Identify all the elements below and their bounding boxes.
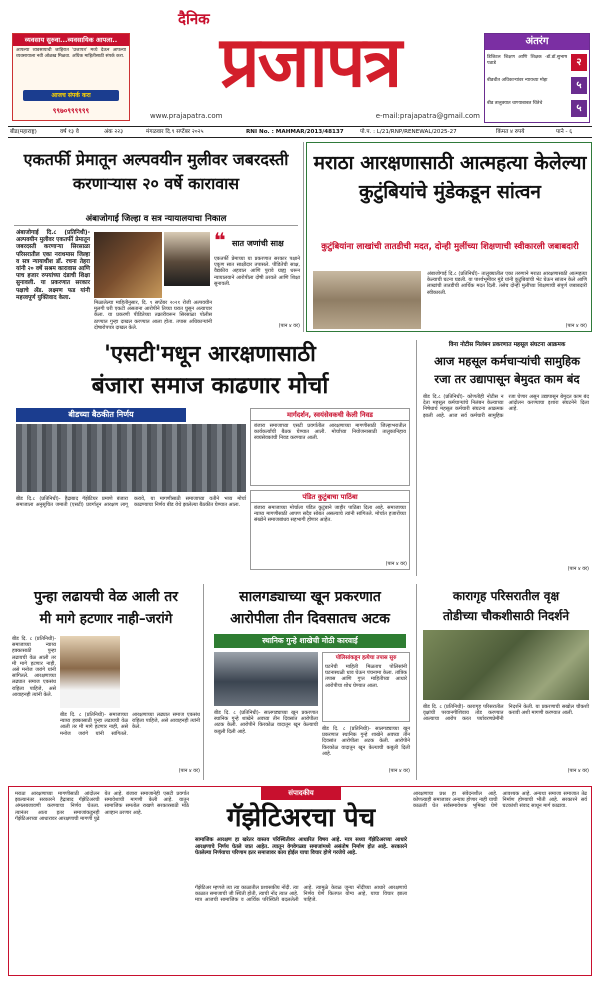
index-title: अंतरंग xyxy=(485,34,589,50)
index-item-text: बीड तालुक्यात चाण्याबाबत चिंतेचे xyxy=(487,101,543,106)
index-item-text: डिजिटल शिक्षण आणि शिक्षक -डॉ.डॉ.सुभाष पठाडे xyxy=(487,55,567,67)
story-headline: एकतर्फी प्रेमातून अल्पवयीन मुलीवर जबरदस्ती करणाऱ्यास २० वर्षे कारावास xyxy=(23,150,289,193)
dateline-bar xyxy=(8,126,592,138)
index-item[interactable] xyxy=(487,53,587,73)
box-title: पोलिसांकडून हत्येचा तपास सुरु xyxy=(335,655,397,661)
story-body: बीड दि.८ (प्रतिनिधी)- कोणतीही नोटीस न देता महसूल कर्मचाऱ्यांचे निलंबन केल्याच्या निषेधार्थ महसूल कर्मचारी संघटना आक्रमक झाली आहे. आज सर्व कर्मचारी सामुहिक रजा घेणार असून उद्यापासून बेमुदत काम बंद आंदोलन करण्याचा इशारा संघटनेने दिला आहे. xyxy=(423,394,589,419)
story-body: बीड दि. ८ (प्रतिनिधी)- समाजाच्या न्याय्य हक्कासाठी पुन्हा लढायची वेळ आली तर मी मागे हटणार नाही, असे मनोज जरांगे यांनी सांगितले. आरक्षणाच्या लढ्यात समाज एकसंध राहिला पाहिजे, असे आवाहनही त्यांनी केले. xyxy=(12,636,56,698)
editorial-column: गॅझेटिअर म्हणजे त्या त्या काळातील प्रशासकीय नोंदी. त्या काळात समाजाची जी स्थिती होती, त्याची नोंद त्यात आहे. मात्र आजची सामाजिक व आर्थिक परिस्थिती बदललेली आहे. त्यामुळे केवळ जुन्या नोंदींच्या आधारे आरक्षणाचे निर्णय घेणे कितपत योग्य आहे, याचा विचार झाला पाहिजे. xyxy=(195,885,407,904)
jarange-portrait xyxy=(60,636,120,708)
story-headline: 'एसटी'मधून आरक्षणासाठी xyxy=(104,342,316,367)
story-subhead: स्थानिक गुन्हे शाखेची मोठी कारवाई xyxy=(214,634,406,648)
continued-label: (पान ४ वर) xyxy=(178,768,200,774)
editorial-column: मराठा आरक्षणाच्या मागणीसाठी आंदोलन झाल्यानंतर सरकारने हैद्राबाद गॅझेटिअरची अंमलबजावणी करण्याचा निर्णय घेतला. त्यानंतर आता इतर समाजांकडूनही गॅझेटिअरच्या आधारावर आरक्षणाची मागणी पुढे येत आहे. बंजारा समाजानेही एसटी प्रवर्गात समावेशाची मागणी केली आहे. यातून सामाजिक समतोल राखणे सरकारसाठी मोठे आव्हान ठरणार आहे. xyxy=(15,791,189,822)
story-jarange xyxy=(8,584,204,780)
protest-photo xyxy=(423,630,589,700)
story-body: बीड दि. ८ (प्रतिनिधी)- कारागृह परिसरातील वृक्षांची परवानगीशिवाय तोड करण्यात आल्याचा आरोप करत पर्यावरणप्रेमींनी निदर्शने केली. या प्रकरणाची सखोल चौकशी करावी अशी मागणी करण्यात आली. xyxy=(423,704,589,723)
year: वर्ष १३ वे xyxy=(60,129,79,135)
story-headline: मराठा आरक्षणासाठी आत्महत्या केलेल्या कुटुंबियांचे मुंडेकडून सांत्वन xyxy=(313,152,587,203)
box-title: पंडित कुटुंबाचा पाठिंबा xyxy=(251,491,409,503)
index-item-page: ५ xyxy=(571,100,587,117)
quote-box xyxy=(214,228,300,254)
story-headline: पुन्हा लढायची वेळ आली तर xyxy=(34,589,178,605)
story-headline: सालगड्याच्या खून प्रकरणात xyxy=(239,589,381,605)
condolence-photo xyxy=(313,271,421,329)
story-headline: कारागृह परिसरातील वृक्ष xyxy=(452,589,560,603)
quote-mark-icon: ❝ xyxy=(214,228,226,252)
sidebar-box-investigation xyxy=(322,652,410,722)
masthead-pretitle: दैनिक xyxy=(178,10,210,28)
story-headline: मी मागे हटणार नाही–जरांगे xyxy=(39,611,173,627)
date: मंगळवार दि.९ सप्टेंबर २०२५ xyxy=(146,129,204,135)
continued-label: (पान ४ वर) xyxy=(278,323,300,329)
story-body: बीड दि.८ (प्रतिनिधी)- हैद्राबाद गॅझेटियर प्रमाणे बंजारा समाजाला अनुसूचित जमाती (एसटी) प्रवर्गातून आरक्षण लागू करावे, या मागणीसाठी समाजाच्या वतीने भव्य मोर्चा काढण्याचा निर्णय बीड येथे झालेल्या बैठकीत घेण्यात आला. xyxy=(16,496,246,509)
story-body: अंबाजोगाई दि.८ (प्रतिनिधी)- तालुक्यातील एका तरुणाने मराठा आरक्षणासाठी आत्महत्या केल्याची घटना घडली. या पार्श्वभूमीवर मुंडे यांनी कुटुंबियांची भेट घेऊन सांत्वन केले आणि लाखांची तातडीची आर्थिक मदत दिली. तसेच दोन्ही मुलींच्या शिक्षणाची संपूर्ण जबाबदारी स्वीकारली. xyxy=(427,271,587,296)
price: किंमत ४ रुपये xyxy=(496,129,525,135)
continued-label: (पान ४ वर) xyxy=(565,323,587,329)
quote-text: सात जणांची साक्ष xyxy=(232,239,284,248)
continued-label: (पान ४ वर) xyxy=(385,561,407,567)
postal-number: पो.प. : L/21/RNP/RENEWAL/2025-27 xyxy=(360,129,457,135)
rni-number: RNI No. : MAHMAR/2013/48137 xyxy=(246,129,344,135)
index-box xyxy=(484,33,590,123)
ad-headline: व्यवसाय सुरुवा...व्यवसायिक आपला.. xyxy=(13,34,129,46)
ad-phone: ९९७०९९९९९९ xyxy=(52,107,90,115)
story-murder-arrest xyxy=(208,584,412,780)
story-headline: बंजारा समाज काढणार मोर्चा xyxy=(91,373,329,399)
sidebar-box-volunteers xyxy=(250,408,410,486)
editorial-lead: सामाजिक आरक्षण हा खरेतर वास्तव परिस्थितीवर आधारित विषय आहे. मात्र सध्या गॅझेटिअरच्या आधारे आरक्षणाचे निर्णय घेतले जात आहेत. त्यातून वेगवेगळ्या समाजांमध्ये असंतोष निर्माण होत आहे. सरकारने घेतलेल्या निर्णयाचा परिणाम इतर समाजावर काय होईल याचा विचार होणे गरजेचे आहे. xyxy=(195,837,407,857)
continued-label: (पान ४ वर) xyxy=(388,768,410,774)
police-team-photo xyxy=(214,652,318,706)
email-address: e-mail:prajapatra@gmail.com xyxy=(375,112,480,120)
sidebar-box-support xyxy=(250,490,410,570)
box-body: घटनेची माहिती मिळताच पोलिसांनी घटनास्थळी धाव घेऊन पंचनामा केला. तांत्रिक तपास आणि गुप्त माहितीच्या आधारे आरोपीचा शोध घेण्यात आला. xyxy=(325,664,407,689)
box-title: मार्गदर्शन, स्वयंसेवकची केली निवड xyxy=(251,409,409,421)
story-body: एकतर्फी प्रेमाच्या या प्रकरणात सरकार पक्षाने एकूण सात साक्षीदार तपासले. पीडितेची साक्ष, वैद्यकीय अहवाल आणि पुरावे ग्राह्य धरून न्यायालयाने आरोपीला दोषी ठरवले आणि शिक्षा सुनावली. xyxy=(214,256,300,287)
editorial-section xyxy=(8,786,592,976)
story-tree-protest xyxy=(416,584,592,780)
website-url: www.prajapatra.com xyxy=(150,112,223,120)
index-item-page: ५ xyxy=(571,77,587,94)
edition: बीड(महाराष्ट्र) xyxy=(10,129,37,135)
issue: अंक २२३ xyxy=(104,129,124,135)
meeting-photo xyxy=(16,424,246,492)
story-headline: रजा तर उद्यापासून बेमुदत काम बंद xyxy=(434,372,580,386)
index-item-page: २ xyxy=(571,54,587,71)
story-headline: तोडीच्या चौकशीसाठी निदर्शने xyxy=(442,609,570,623)
page-count: पाने - ६ xyxy=(556,129,573,135)
editorial-label: संपादकीय xyxy=(261,787,341,800)
story-subhead: बीडच्या बैठकीत निर्णय xyxy=(16,408,186,422)
story-body: मिळालेल्या माहितीनुसार, दि. ९ सप्टेंबर २०२१ रोजी अल्पवयीन मुलगी घरी एकटी असताना आरोपीने तिच्या घरात घुसून अत्याचार केला. या प्रकरणी पीडितेच्या तक्रारीवरून सिरसाळा पोलीस ठाण्यात गुन्हा दाखल करण्यात आला होता. तपास अधिकाऱ्यांनी दोषारोपपत्र दाखल केले. xyxy=(94,300,212,331)
box-body: बंजारा समाजाच्या एसटी प्रवर्गातील आरक्षणाच्या मागणीसाठी जिल्हाभरातील कार्यकर्त्यांची बैठक घेण्यात आली. मोर्चाच्या नियोजनासाठी तालुकानिहाय स्वयंसेवकांची निवड करण्यात आली. xyxy=(254,423,406,442)
gavel-photo xyxy=(94,232,162,298)
story-maratha-condolence xyxy=(306,142,592,332)
index-item-text: बीडचीत अधिकाऱ्यांवर न्यायच्या मोहा xyxy=(487,78,548,83)
story-subhead: कुटुंबियांना लाखांची तातडीची मदत, दोन्ही मुलींच्या शिक्षणाची स्वीकारली जबाबदारी xyxy=(321,242,579,252)
editorial-column: आरक्षणाचा प्रश्न हा संवेदनशील आहे. कोणत्याही समाजावर अन्याय होणार नाही याची काळजी घेत सर्वसमावेशक भूमिका घेणे आवश्यक आहे. अन्यथा समाजा समाजात तेढ निर्माण होण्याची भीती आहे. सरकारने सर्व घटकांशी संवाद साधून मार्ग काढावा. xyxy=(413,791,587,810)
ad-body: आपल्या व्यवसायाची जाहिरात 'प्रजापत्र' मध्ये देऊन आपल्या व्यवसायाला नवी ओळख मिळवा. अधिक माहितीसाठी संपर्क करा. xyxy=(16,48,126,59)
continued-label: (पान ४ वर) xyxy=(567,566,589,572)
story-subhead: अंबाजोगाई जिल्हा व सत्र न्यायालयाचा निकाल xyxy=(14,212,298,226)
story-body: बीड दि. ८ (प्रतिनिधी)- सालगड्याच्या खून प्रकरणात स्थानिक गुन्हे शाखेने अवघ्या तीन दिवसांत आरोपीला अटक केली. आरोपीने किरकोळ वादातून खून केल्याची कबुली दिली आहे. xyxy=(214,710,318,735)
continued-label: (पान ४ वर) xyxy=(567,768,589,774)
story-revenue-strike xyxy=(416,340,592,576)
masthead-title: प्रजापत्र xyxy=(219,20,401,103)
story-banjara-march xyxy=(8,340,412,576)
story-body-continued: बीड दि. ८ (प्रतिनिधी)- समाजाच्या न्याय्य हक्कासाठी पुन्हा लढायची वेळ आली तर मी मागे हटणार नाही, असे मनोज जरांगे यांनी सांगितले. आरक्षणाच्या लढ्यात समाज एकसंध राहिला पाहिजे, असे आवाहनही त्यांनी केले. xyxy=(60,712,200,737)
story-kicker: विना नोटीस निलंबन प्रकरणात महसूल संघटना आक्रमक xyxy=(448,342,566,348)
story-headline: आज महसूल कर्मचाऱ्यांची सामुहिक xyxy=(434,354,580,368)
index-item[interactable] xyxy=(487,99,587,119)
judge-portrait xyxy=(164,232,210,286)
masthead-advertisement xyxy=(12,33,130,121)
editorial-headline: गॅझेटिअरचा पेच xyxy=(226,803,376,833)
ad-cta: आजच संपर्क करा xyxy=(23,90,119,101)
box-body: बंजारा समाजाच्या मोर्चाला पंडित कुटुंबाने जाहीर पाठिंबा दिला आहे. समाजाच्या न्याय्य मागणीसाठी आपण सदैव सोबत असल्याचे त्यांनी सांगितले. मोर्चात हजारोंच्या संख्येने समाजबांधव सहभागी होणार आहेत. xyxy=(254,505,406,524)
story-headline: आरोपीला तीन दिवसातच अटक xyxy=(230,611,390,627)
story-body-continued: बीड दि. ८ (प्रतिनिधी)- सालगड्याच्या खून प्रकरणात स्थानिक गुन्हे शाखेने अवघ्या तीन दिवसांत आरोपीला अटक केली. आरोपीने किरकोळ वादातून खून केल्याची कबुली दिली आहे. xyxy=(322,726,410,757)
masthead xyxy=(0,0,600,138)
story-body: अंबाजोगाई दि.८ (प्रतिनिधी)- अल्पवयीन मुलीवर एकतर्फी प्रेमातून जबरदस्ती करणाऱ्या सिरसाळा परिसरातील एका नराधमास जिल्हा व सत्र न्यायाधीश डॉ. रचना तेहरा यांनी २० वर्षे सश्रम कारावास आणि पाच हजार रुपयांच्या दंडाची शिक्षा सुनावली. या प्रकरणात सरकार पक्षाचे ॲड. लक्ष्मण फड यांनी महत्त्वपूर्ण युक्तिवाद केला. xyxy=(16,230,90,301)
story-court-verdict xyxy=(8,142,304,332)
index-item[interactable] xyxy=(487,76,587,96)
